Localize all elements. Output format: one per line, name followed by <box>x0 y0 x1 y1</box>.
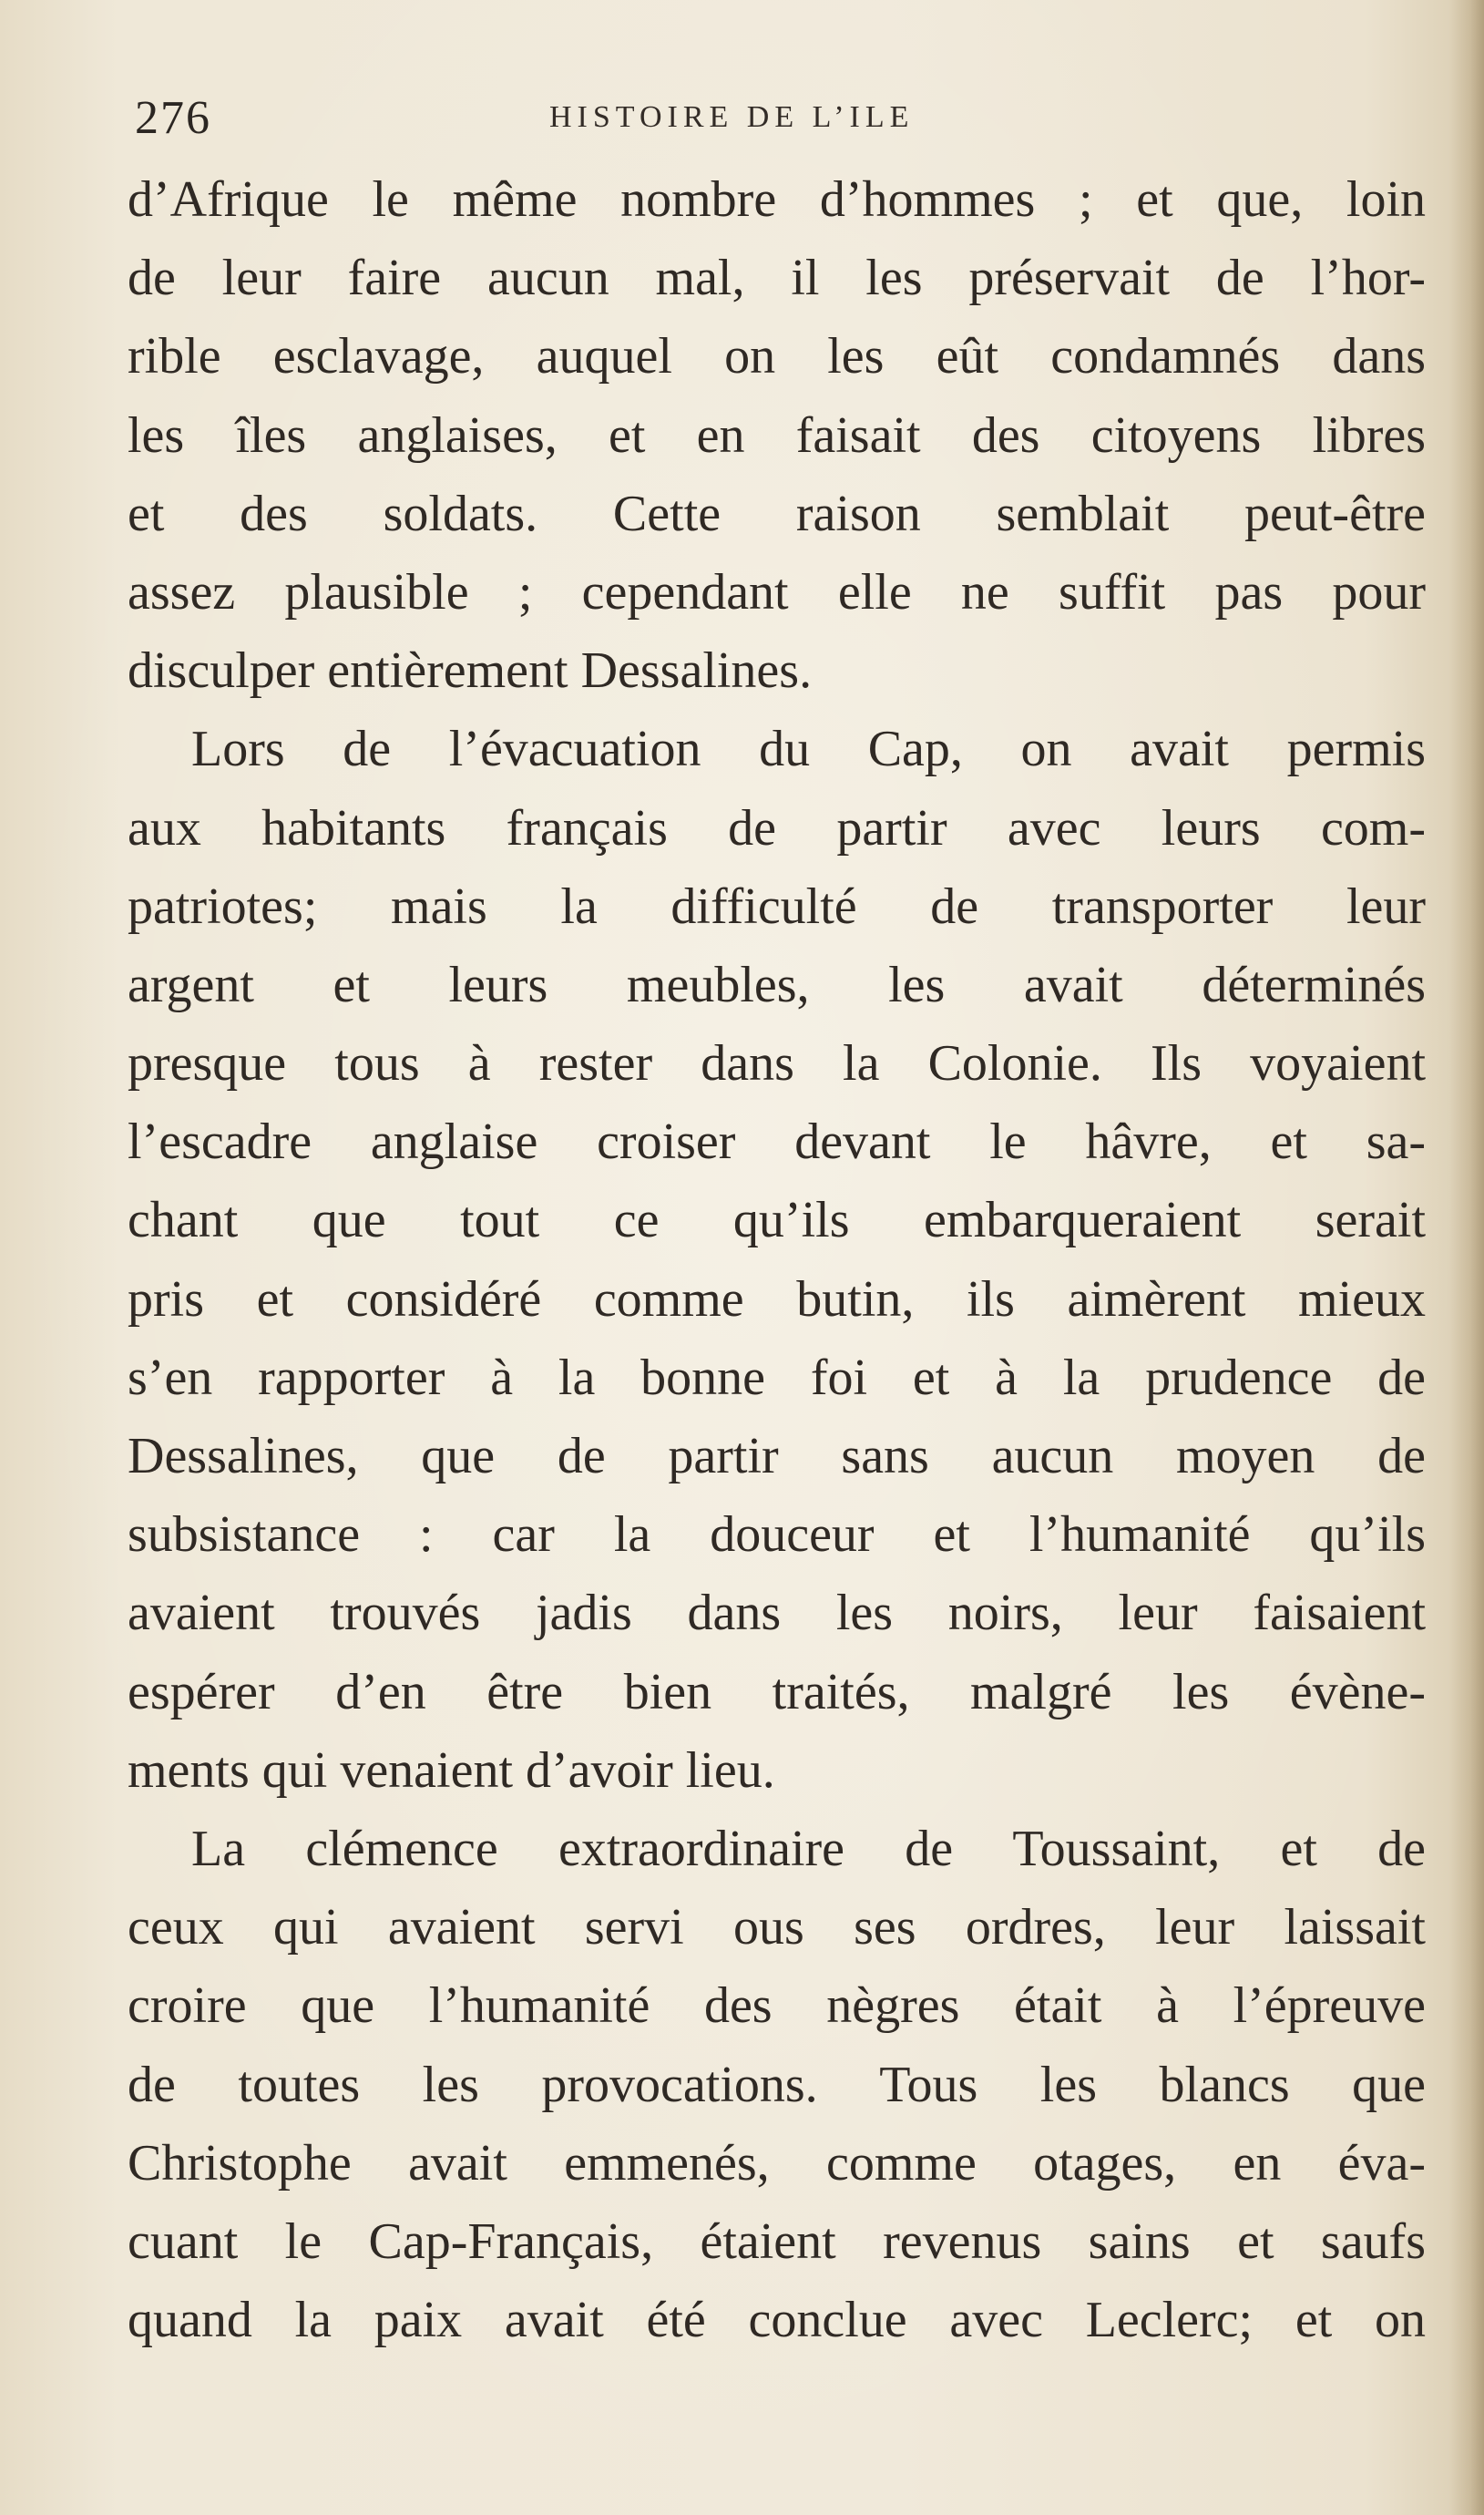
text-line: quand la paix avait été conclue avec Leclerc; et on <box>128 2292 1426 2349</box>
text-line: chant que tout ce qu’ils embarqueraient serait <box>128 1192 1426 1249</box>
text-line: avaient trouvés jadis dans les noirs, leur faisaient <box>128 1585 1426 1642</box>
text-line: d’Afrique le même nombre d’hommes ; et que, loin <box>128 171 1426 228</box>
text-line: argent et leurs meubles, les avait déterminés <box>128 956 1426 1013</box>
text-line: espérer d’en être bien traités, malgré les évène- <box>128 1663 1426 1720</box>
text-line: l’escadre anglaise croiser devant le hâvre, et sa- <box>128 1114 1426 1171</box>
text-line: subsistance : car la douceur et l’humanité qu’ils <box>128 1506 1426 1564</box>
text-line: de toutes les provocations. Tous les blancs que <box>128 2056 1426 2113</box>
text-line: Dessalines, que de partir sans aucun moyen de <box>128 1428 1426 1484</box>
text-line: patriotes; mais la difficulté de transporter leur <box>128 878 1426 935</box>
text-line: les îles anglaises, et en faisait des citoyens libres <box>128 406 1426 464</box>
text-line: ceux qui avaient servi ous ses ordres, leur laissait <box>128 1899 1426 1956</box>
text-line: rible esclavage, auquel on les eût condamnés dans <box>128 328 1426 385</box>
text-line: Christophe avait emmenés, comme otages, en éva- <box>128 2134 1426 2192</box>
text-line: assez plausible ; cependant elle ne suffit pas pour <box>128 563 1426 621</box>
text-line: Lors de l’évacuation du Cap, on avait permis <box>191 721 1426 778</box>
text-line: cuant le Cap-Français, étaient revenus sains et saufs <box>128 2212 1426 2270</box>
page-number: 276 <box>135 92 211 144</box>
text-line: aux habitants français de partir avec leurs com- <box>128 799 1426 857</box>
text-line: croire que l’humanité des nègres était à l’épreuve <box>128 1977 1426 2035</box>
text-line: presque tous à rester dans la Colonie. Ils voyaient <box>128 1035 1426 1093</box>
text-line: pris et considéré comme butin, ils aimèrent mieux <box>128 1270 1426 1328</box>
text-line: La clémence extraordinaire de Toussaint, et de <box>191 1820 1426 1877</box>
text-line: ments qui venaient d’avoir lieu. <box>128 1741 775 1799</box>
text-line: de leur faire aucun mal, il les préservait de l’hor- <box>128 250 1426 307</box>
text-line: s’en rapporter à la bonne foi et à la prudence de <box>128 1349 1426 1406</box>
page-edge-shadow <box>1449 0 1484 2515</box>
body-text <box>128 160 1426 2359</box>
text-line: disculper entièrement Dessalines. <box>128 642 813 700</box>
page-header <box>135 87 1428 160</box>
running-head: HISTOIRE DE L’ILE <box>549 100 915 134</box>
text-line: et des soldats. Cette raison semblait peut-être <box>128 485 1426 542</box>
